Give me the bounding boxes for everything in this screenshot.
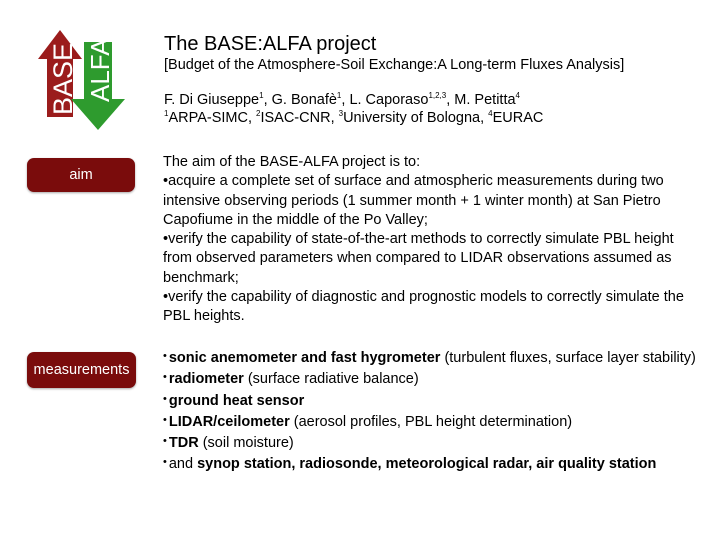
aim-point [163, 230, 703, 288]
measurement-instrument: synop station, radiosonde, meteorological radar, air quality station [197, 456, 657, 473]
measurement-item [163, 411, 703, 432]
measurement-purpose: (aerosol profiles, PBL height determination) [289, 413, 573, 430]
author-separator: , [446, 92, 455, 108]
affiliation-name: EURAC [492, 110, 544, 126]
measurement-purpose: (turbulent fluxes, surface layer stability) [440, 350, 696, 366]
aim-point-text: verify the capability of diagnostic and prognostic models to correctly simulate the PBL heights. [163, 289, 684, 325]
affiliation-mark: 3 [338, 109, 344, 118]
author-separator: , [341, 92, 350, 108]
affiliation-name: ISAC-CNR [260, 110, 331, 126]
affiliation-mark: 2 [256, 109, 261, 118]
base-alfa-logo [34, 26, 134, 134]
measurements-tag: measurements [27, 352, 136, 388]
measurement-item [163, 347, 703, 368]
affiliation-mark: 4 [488, 109, 493, 118]
measurement-instrument: sonic anemometer and fast hygrometer [168, 350, 441, 366]
author-name: M. Petitta [454, 92, 516, 108]
measurement-item [163, 390, 703, 411]
bullet-icon: • [163, 435, 167, 448]
author-name: G. Bonafè [271, 92, 337, 108]
aim-point-text: verify the capability of state-of-the-art methods to correctly simulate PBL height from observed parameters when compared to LIDAR observations assumed as benchmark; [163, 231, 674, 286]
logo-base-text: BASE [48, 42, 78, 115]
bullet-icon: • [163, 392, 167, 405]
measurement-prefix: and [168, 456, 198, 473]
bullet-icon: • [163, 289, 169, 306]
measurement-purpose: (surface radiative balance) [243, 371, 419, 388]
aim-point [163, 172, 703, 230]
author-affiliation-mark: 4 [515, 91, 520, 100]
bullet-icon: • [163, 456, 167, 469]
measurement-instrument: LIDAR/ceilometer [168, 413, 290, 430]
bullet-icon: • [163, 173, 169, 190]
affiliation-mark: 1 [164, 109, 169, 118]
measurement-item [163, 432, 703, 453]
measurement-instrument: ground heat sensor [168, 392, 305, 409]
aim-tag: aim [27, 158, 135, 192]
affiliation-separator: , [480, 110, 489, 126]
author-affiliation-mark: 1,2,3 [428, 91, 447, 100]
affiliation-separator: , [247, 110, 257, 126]
affiliation-list [164, 109, 543, 127]
measurements-section [163, 347, 703, 475]
measurement-purpose: (soil moisture) [198, 435, 294, 452]
author-list [164, 91, 520, 109]
page-subtitle: [Budget of the Atmosphere-Soil Exchange:A Long-term Fluxes Analysis] [164, 57, 625, 73]
author-affiliation-mark: 1 [259, 91, 264, 100]
bullet-icon: • [163, 413, 167, 426]
measurement-item [163, 453, 703, 474]
measurement-item [163, 368, 703, 389]
measurement-instrument: radiometer [168, 371, 244, 388]
bullet-icon: • [163, 371, 167, 384]
aim-section [163, 153, 703, 327]
logo-alfa-text: ALFA [85, 38, 115, 102]
measurement-instrument: TDR [168, 435, 199, 452]
page-title: The BASE:ALFA project [164, 33, 377, 55]
author-affiliation-mark: 1 [336, 91, 342, 100]
bullet-icon: • [163, 350, 167, 362]
author-name: F. Di Giuseppe [164, 92, 260, 108]
affiliation-name: University of Bologna [343, 110, 481, 126]
author-name: L. Caporaso [349, 92, 429, 108]
affiliation-separator: , [330, 110, 339, 126]
aim-intro: The aim of the BASE-ALFA project is to: [163, 154, 421, 170]
affiliation-name: ARPA-SIMC [168, 110, 248, 126]
aim-point [163, 288, 703, 327]
aim-point-text: acquire a complete set of surface and atmospheric measurements during two intensive observing periods (1 summer month + 1 winter month) at San Pietro Capofiume in the middle of the Po Valley; [163, 173, 664, 228]
author-separator: , [263, 92, 272, 108]
bullet-icon: • [163, 231, 169, 248]
